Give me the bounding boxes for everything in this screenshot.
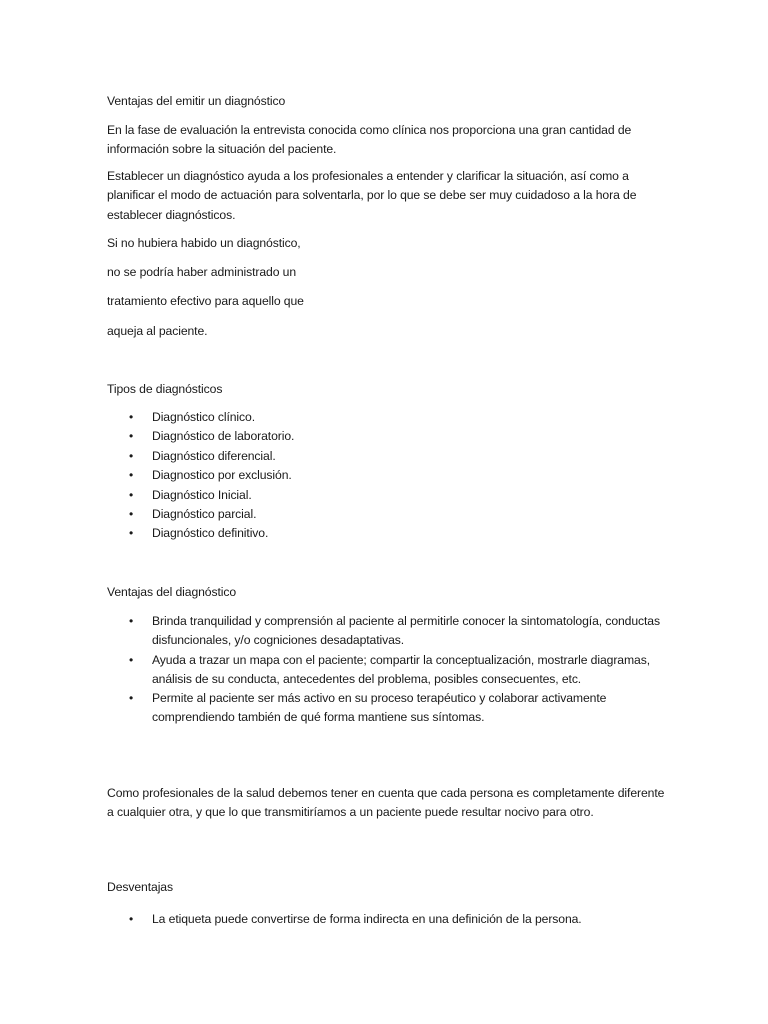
list-desventajas (107, 910, 667, 929)
list-item-text: Ayuda a trazar un mapa con el paciente; compartir la conceptualización, mostrarle diagramas, análisis de su conducta, antecedentes del problema, posibles consecuentes, etc. (152, 652, 650, 686)
paragraph-establecer-diagnostico (107, 167, 667, 225)
list-ventajas-diagnostico (107, 612, 667, 728)
list-item (107, 524, 667, 543)
section-ventajas-emitir (107, 92, 667, 111)
list-item (107, 408, 667, 427)
bullet-icon: • (129, 614, 134, 628)
heading-ventajas-emitir: Ventajas del emitir un diagnóstico (107, 94, 286, 108)
line-text: tratamiento efectivo para aquello que (107, 294, 304, 308)
line-text: aqueja al paciente. (107, 324, 208, 338)
list-item (107, 651, 667, 690)
list-item-text: Diagnóstico diferencial. (152, 448, 276, 463)
bullet-icon: • (129, 912, 134, 926)
list-item-text: Brinda tranquilidad y comprensión al paciente al permitirle conocer la sintomatología, conductas disfuncionales, y/o cogniciones desadaptativas. (152, 614, 660, 648)
list-item-text: Diagnóstico Inicial. (152, 487, 252, 502)
heading-desventajas (107, 878, 667, 897)
list-item (107, 612, 667, 651)
heading-text: Desventajas (107, 880, 173, 894)
line-3 (107, 292, 667, 311)
list-item-text: Diagnóstico parcial. (152, 507, 257, 522)
list-item (107, 427, 667, 446)
paragraph-text: Como profesionales de la salud debemos tener en cuenta que cada persona es completamente diferente a cualquier otra, y que lo que transmitiríamos a un paciente puede resultar nocivo para otro. (107, 786, 665, 820)
list-tipos-diagnosticos (107, 408, 667, 544)
list-item (107, 447, 667, 466)
line-text: Si no hubiera habido un diagnóstico, (107, 236, 301, 250)
bullet-icon: • (129, 468, 134, 483)
paragraph-fase-evaluacion (107, 121, 667, 160)
bullet-icon: • (129, 410, 134, 424)
paragraph-text: En la fase de evaluación la entrevista conocida como clínica nos proporciona una gran cantidad de información sobre la situación del paciente. (107, 123, 632, 157)
paragraph-text: Establecer un diagnóstico ayuda a los profesionales a entender y clarificar la situación, así como a planificar el modo de actuación para solventarla, por lo que se debe ser muy cuidadoso a la hora de establecer diagnósticos. (107, 169, 637, 222)
line-4 (107, 322, 667, 341)
list-item (107, 689, 667, 728)
list-item-text: La etiqueta puede convertirse de forma indirecta en una definición de la persona. (152, 912, 582, 926)
bullet-icon: • (129, 652, 134, 667)
line-text: no se podría haber administrado un (107, 265, 297, 279)
line-2 (107, 263, 667, 282)
list-item-text: Diagnóstico de laboratorio. (152, 429, 295, 444)
bullet-icon: • (129, 487, 134, 502)
list-item (107, 910, 667, 929)
bullet-icon: • (129, 691, 134, 706)
list-item-text: Diagnostico por exclusión. (152, 468, 292, 483)
list-item-text: Diagnóstico clínico. (152, 410, 255, 424)
list-item (107, 486, 667, 505)
bullet-icon: • (129, 526, 134, 541)
heading-text: Ventajas del diagnóstico (107, 585, 237, 599)
bullet-icon: • (129, 448, 134, 463)
list-item-text: Diagnóstico definitivo. (152, 526, 269, 541)
bullet-icon: • (129, 429, 134, 444)
line-1 (107, 234, 667, 253)
paragraph-profesionales-salud (107, 784, 667, 823)
list-item-text: Permite al paciente ser más activo en su proceso terapéutico y colaborar activamente comprendiendo también de qué forma mantiene sus síntomas. (152, 691, 607, 725)
heading-tipos-diagnosticos (107, 380, 667, 399)
heading-ventajas-diagnostico (107, 583, 667, 602)
heading-text: Tipos de diagnósticos (107, 382, 223, 396)
list-item (107, 505, 667, 524)
bullet-icon: • (129, 507, 134, 522)
list-item (107, 466, 667, 485)
